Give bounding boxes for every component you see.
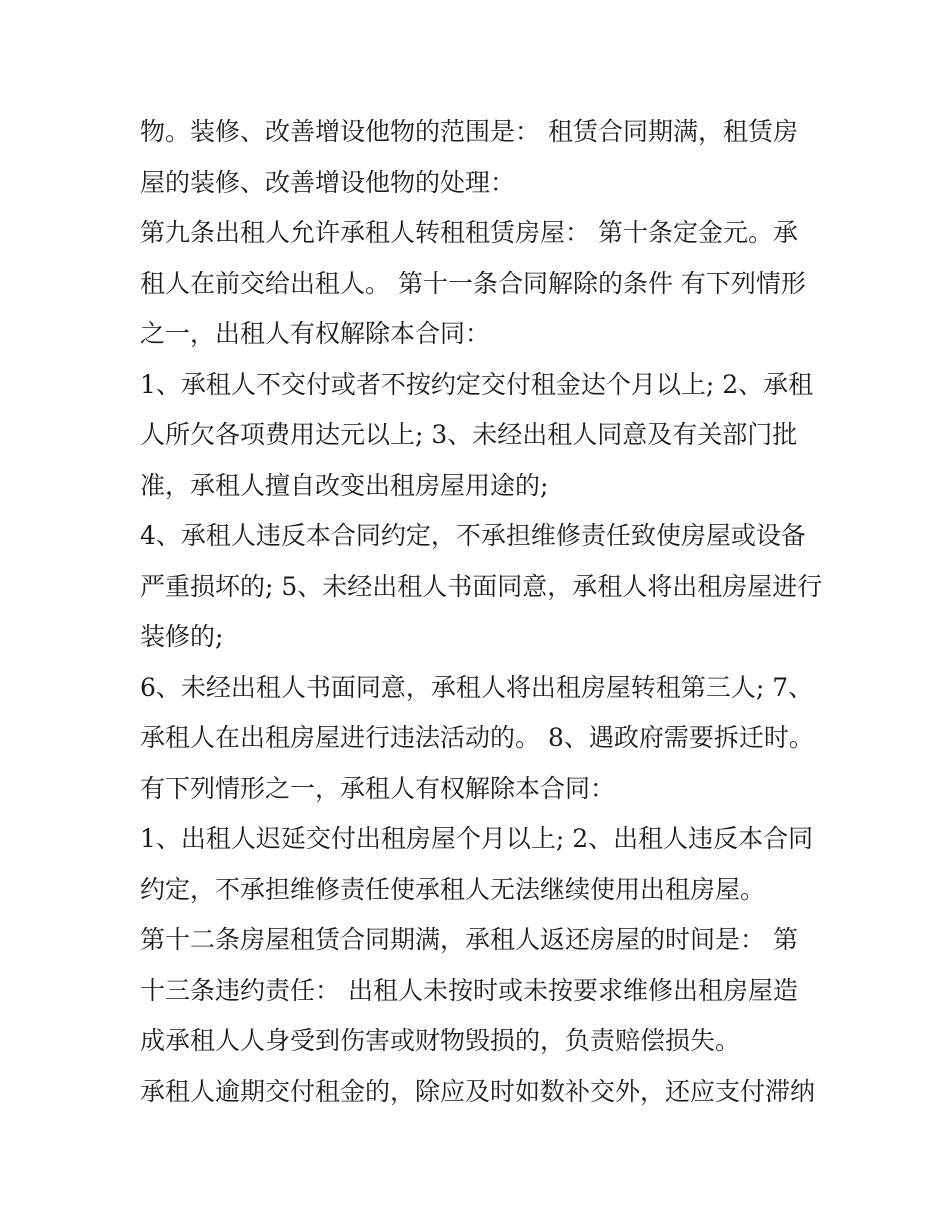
text-line: 6、未经出租人书面同意，承租人将出租房屋转租第三人; 7、 — [140, 672, 814, 702]
text-line: 有下列情形之一，承租人有权解除本合同： — [140, 773, 616, 803]
text-line: 第十二条房屋租赁合同期满，承租人返还房屋的时间是： 第 — [140, 925, 798, 954]
text-line: 1、承租人不交付或者不按约定交付租金达个月以上; 2、承租 — [140, 369, 814, 399]
text-line: 人所欠各项费用达元以上; 3、未经出租人同意及有关部门批 — [140, 420, 798, 449]
text-line: 1、出租人迟延交付出租房屋个月以上; 2、出租人违反本合同 — [140, 824, 814, 853]
text-line: 第九条出租人允许承租人转租租赁房屋： 第十条定金元。承 — [140, 218, 798, 247]
text-line: 承租人在出租房屋进行违法活动的。 8、遇政府需要拆迁时。 — [140, 723, 814, 752]
text-line: 成承租人人身受到伤害或财物毁损的，负责赔偿损失。 — [140, 1026, 741, 1055]
text-line: 屋的装修、改善增设他物的处理： — [140, 167, 516, 197]
contract-text-body — [140, 107, 830, 1117]
text-line: 承租人逾期交付租金的，除应及时如数补交外，还应支付滞纳 — [140, 1076, 816, 1106]
text-line: 十三条违约责任： 出租人未按时或未按要求维修出租房屋造 — [140, 975, 798, 1005]
text-line: 装修的; — [140, 622, 224, 651]
text-line: 4、承租人违反本合同约定，不承担维修责任致使房屋或设备 — [140, 521, 806, 550]
text-line: 准，承租人擅自改变出租房屋用途的; — [140, 470, 549, 500]
text-line: 约定，不承担维修责任使承租人无法继续使用出租房屋。 — [140, 874, 766, 904]
text-line: 物。装修、改善增设他物的范围是： 租赁合同期满，租赁房 — [140, 117, 798, 146]
text-line: 租人在前交给出租人。 第十一条合同解除的条件 有下列情形 — [140, 268, 806, 298]
text-line: 严重损坏的; 5、未经出租人书面同意，承租人将出租房屋进行 — [140, 571, 823, 601]
text-line: 之一，出租人有权解除本合同： — [140, 319, 491, 348]
